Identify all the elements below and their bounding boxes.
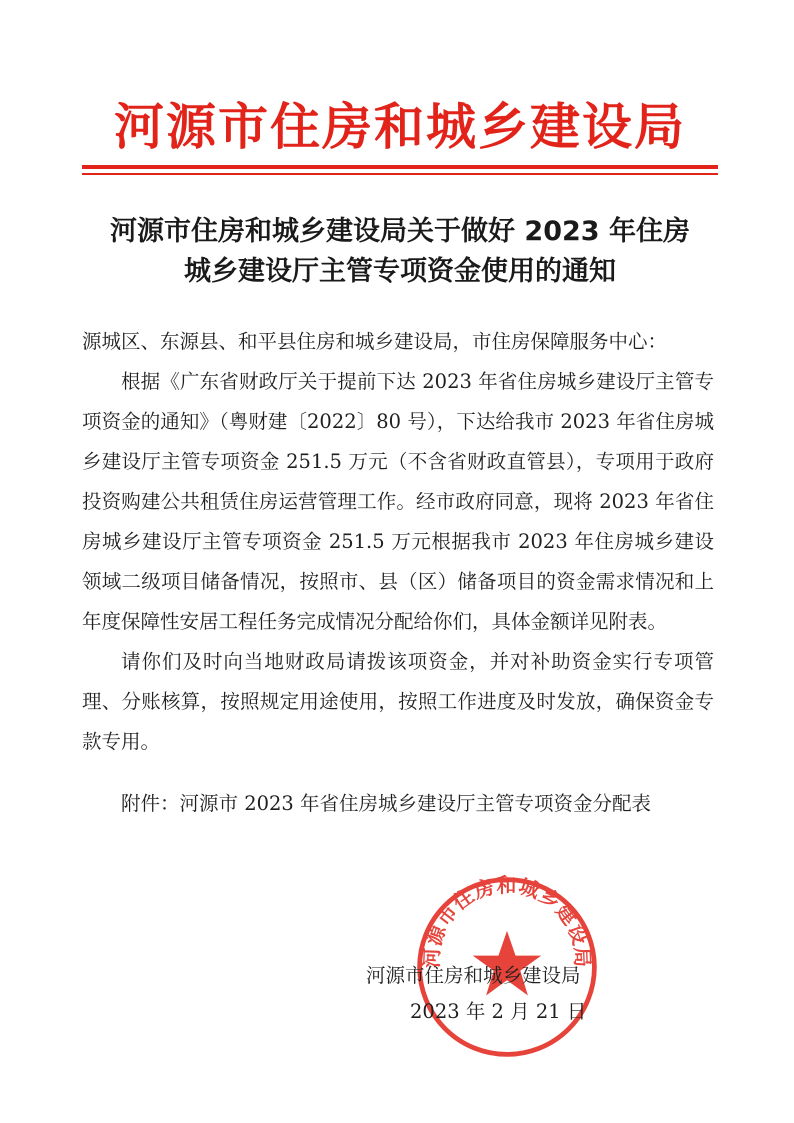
letterhead-rule-thin	[82, 173, 718, 175]
paragraph-2: 请你们及时向当地财政局请拨该项资金，并对补助资金实行专项管理、分账核算，按照规定用途使用，按照工作进度及时发放，确保资金专款专用。	[82, 650, 714, 753]
signature-date: 2023 年 2 月 21 日	[410, 1000, 587, 1023]
signature-block	[350, 958, 650, 1030]
recipients: 源城区、东源县、和平县住房和城乡建设局，市住房保障服务中心：	[82, 330, 668, 353]
letterhead-rule-thick	[82, 165, 718, 169]
seal-text: 河源市住房和城乡建设局	[419, 873, 595, 969]
spacer	[82, 762, 714, 784]
notice-body	[82, 322, 714, 824]
letterhead-title: 河源市住房和城乡建设局	[114, 98, 686, 156]
notice-title-line-2: 城乡建设厅主管专项资金使用的通知	[184, 256, 616, 287]
paragraph-1: 根据《广东省财政厅关于提前下达 2023 年省住房城乡建设厅主管专项资金的通知》（粤财建〔2022〕80 号），下达给我市 2023 年省住房城乡建设厅主管专项资金 251.5 万元（不含省财政直管县），专项用于政府投资购建公共租赁住房运营管理工作。经市政府同意，现将 2023 年省住房城乡建设厅主管专项资金 251.5 万元根据我市 2023 年住房城乡建设领域二级项目储备情况，按照市、县（区）储备项目的资金需求情况和上年度保障性安居工程任务完成情况分配给你们，具体金额详见附表。	[82, 370, 714, 633]
notice-title-line-1: 河源市住房和城乡建设局关于做好 2023 年住房	[110, 216, 690, 247]
attachment-line: 附件：河源市 2023 年省住房城乡建设厅主管专项资金分配表	[121, 792, 652, 815]
notice-title	[82, 212, 718, 292]
signature-org: 河源市住房和城乡建设局	[366, 964, 581, 987]
